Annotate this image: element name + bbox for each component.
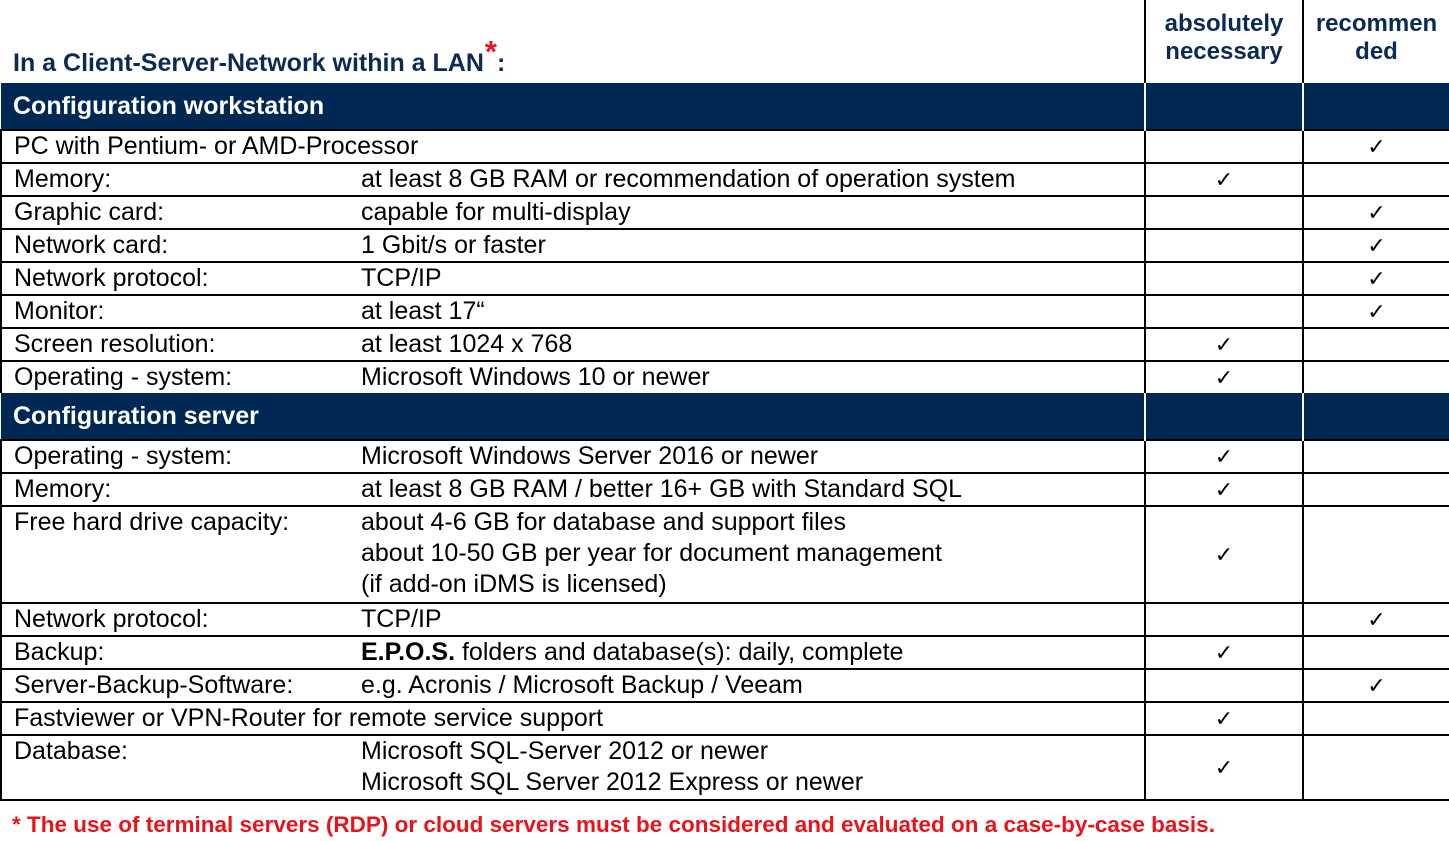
row-value-text: at least 1024 x 768	[361, 330, 573, 358]
check-icon: ✓	[1367, 299, 1386, 324]
recommended-check-cell	[1303, 735, 1449, 800]
row-value	[351, 506, 1145, 603]
necessary-check-cell	[1145, 669, 1303, 702]
table-row	[1, 262, 1449, 295]
recommended-check-cell	[1303, 506, 1449, 603]
necessary-check-cell	[1145, 603, 1303, 636]
check-icon: ✓	[1214, 755, 1234, 780]
recommended-check-cell	[1303, 603, 1449, 636]
necessary-check-cell	[1145, 295, 1303, 328]
section-recommended-cell	[1303, 393, 1449, 440]
check-icon: ✓	[1214, 332, 1234, 357]
recommended-check-cell	[1303, 473, 1449, 506]
recommended-check-cell	[1303, 229, 1449, 262]
section-header-workstation	[1, 83, 1449, 130]
table-row	[1, 735, 1449, 800]
row-label: Database:	[1, 735, 351, 800]
necessary-check-cell	[1145, 262, 1303, 295]
table-row	[1, 702, 1449, 735]
table-row	[1, 130, 1449, 163]
row-label: Graphic card:	[1, 196, 351, 229]
row-label: Backup:	[1, 636, 351, 669]
recommended-check-cell	[1303, 163, 1449, 196]
footnote: * The use of terminal servers (RDP) or cloud servers must be considered and evaluated on a case-by-case basis.	[12, 812, 1215, 837]
necessary-check-cell	[1145, 506, 1303, 603]
check-icon: ✓	[1214, 167, 1234, 192]
check-icon: ✓	[1367, 134, 1386, 159]
section-title-server: Configuration server	[1, 393, 1145, 440]
row-value	[351, 361, 1145, 393]
section-recommended-cell	[1303, 83, 1449, 130]
necessary-check-cell	[1145, 702, 1303, 735]
row-value-text: folders and database(s): daily, complete	[455, 638, 904, 666]
row-value	[351, 735, 1145, 800]
section-necessary-cell	[1145, 393, 1303, 440]
row-label: Free hard drive capacity:	[1, 506, 351, 603]
recommended-check-cell	[1303, 702, 1449, 735]
row-value-emphasis: E.P.O.S.	[361, 638, 456, 666]
recommended-check-cell	[1303, 440, 1449, 473]
recommended-check-cell	[1303, 295, 1449, 328]
necessary-check-cell	[1145, 440, 1303, 473]
necessary-check-cell	[1145, 196, 1303, 229]
title-colon: :	[497, 49, 506, 77]
row-value-text: at least 8 GB RAM / better 16+ GB with Standard SQL	[361, 475, 962, 503]
necessary-check-cell	[1145, 636, 1303, 669]
row-label: PC with Pentium- or AMD-Processor	[1, 130, 1145, 163]
table-title	[1, 0, 1145, 83]
column-header-recommended	[1303, 0, 1449, 83]
row-value	[351, 163, 1145, 196]
row-label: Server-Backup-Software:	[1, 669, 351, 702]
check-icon: ✓	[1367, 266, 1386, 291]
row-value	[351, 669, 1145, 702]
row-label: Operating - system:	[1, 361, 351, 393]
column-header-necessary	[1145, 0, 1303, 83]
section-title-workstation: Configuration workstation	[1, 83, 1145, 130]
row-value-text: TCP/IP	[361, 264, 442, 292]
row-value-text: at least 17“	[361, 297, 485, 325]
check-icon: ✓	[1214, 365, 1234, 390]
recommended-check-cell	[1303, 361, 1449, 393]
section-header-server	[1, 393, 1449, 440]
row-value-text: Microsoft Windows 10 or newer	[361, 363, 710, 391]
necessary-check-cell	[1145, 361, 1303, 393]
table-row	[1, 636, 1449, 669]
table-row	[1, 229, 1449, 262]
check-icon: ✓	[1214, 706, 1234, 731]
row-value-text: 1 Gbit/s or faster	[361, 231, 546, 259]
row-label: Network protocol:	[1, 603, 351, 636]
row-value	[351, 295, 1145, 328]
check-icon: ✓	[1214, 444, 1234, 469]
check-icon: ✓	[1367, 673, 1386, 698]
row-value	[351, 196, 1145, 229]
row-value-text: TCP/IP	[361, 605, 442, 633]
row-label: Network protocol:	[1, 262, 351, 295]
check-icon: ✓	[1367, 233, 1386, 258]
check-icon: ✓	[1214, 640, 1234, 665]
table-row	[1, 163, 1449, 196]
row-value-line: Microsoft SQL-Server 2012 or newer	[361, 737, 769, 765]
row-value	[351, 440, 1145, 473]
table-row	[1, 669, 1449, 702]
necessary-check-cell	[1145, 473, 1303, 506]
table-title-text: In a Client-Server-Network within a LAN	[13, 49, 484, 77]
row-label: Screen resolution:	[1, 328, 351, 361]
requirements-table-body	[1, 0, 1449, 800]
row-value-text: capable for multi-display	[361, 198, 631, 226]
table-row	[1, 440, 1449, 473]
check-icon: ✓	[1367, 200, 1386, 225]
recommended-check-cell	[1303, 328, 1449, 361]
table-row	[1, 295, 1449, 328]
necessary-check-cell	[1145, 328, 1303, 361]
table-row	[1, 328, 1449, 361]
row-value-line: about 10-50 GB per year for document management	[361, 539, 942, 567]
row-value	[351, 636, 1145, 669]
row-value-text: at least 8 GB RAM or recommendation of operation system	[361, 165, 1016, 193]
recommended-check-cell	[1303, 262, 1449, 295]
section-necessary-cell	[1145, 83, 1303, 130]
recommended-check-cell	[1303, 669, 1449, 702]
row-value	[351, 473, 1145, 506]
row-value-text: Microsoft Windows Server 2016 or newer	[361, 442, 819, 470]
row-label: Memory:	[1, 473, 351, 506]
row-label: Network card:	[1, 229, 351, 262]
row-value-text: e.g. Acronis / Microsoft Backup / Veeam	[361, 671, 803, 699]
row-value-line: (if add-on iDMS is licensed)	[361, 570, 667, 598]
check-icon: ✓	[1367, 607, 1386, 632]
check-icon: ✓	[1214, 542, 1234, 567]
necessary-check-cell	[1145, 130, 1303, 163]
table-row	[1, 361, 1449, 393]
recommended-check-cell	[1303, 636, 1449, 669]
row-value	[351, 328, 1145, 361]
necessary-check-cell	[1145, 735, 1303, 800]
table-row	[1, 473, 1449, 506]
table-row	[1, 196, 1449, 229]
necessary-check-cell	[1145, 229, 1303, 262]
row-label: Operating - system:	[1, 440, 351, 473]
table-header-row	[1, 0, 1449, 83]
row-value-line: Microsoft SQL Server 2012 Express or newer	[361, 768, 864, 796]
recommended-check-cell	[1303, 130, 1449, 163]
row-value	[351, 262, 1145, 295]
check-icon: ✓	[1214, 477, 1234, 502]
column-header-necessary-label: absolutely necessary	[1164, 10, 1284, 65]
row-value	[351, 229, 1145, 262]
title-asterisk: *	[484, 34, 497, 69]
row-label: Memory:	[1, 163, 351, 196]
column-header-recommended-label: recommen ded	[1315, 10, 1438, 65]
table-row	[1, 506, 1449, 603]
necessary-check-cell	[1145, 163, 1303, 196]
row-label: Fastviewer or VPN-Router for remote service support	[1, 702, 1145, 735]
table-row	[1, 603, 1449, 636]
row-value	[351, 603, 1145, 636]
row-label: Monitor:	[1, 295, 351, 328]
row-value-line: about 4-6 GB for database and support files	[361, 508, 847, 536]
recommended-check-cell	[1303, 196, 1449, 229]
